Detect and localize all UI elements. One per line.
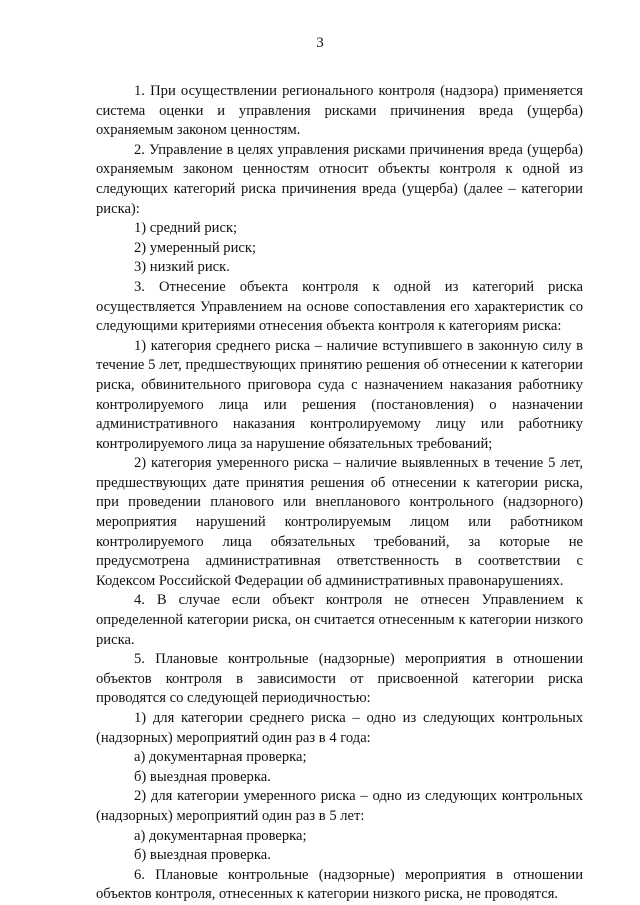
sub-item-field-check: б) выездная проверка.	[134, 847, 271, 864]
sub-item-documentary-check: а) документарная проверка;	[134, 749, 307, 766]
list-item-low-risk: 3) низкий риск.	[134, 259, 230, 276]
paragraph-4: 4. В случае если объект контроля не отнесен Управлением к определенной категории риска, он считается отнесенным к категории низкого риска.	[96, 592, 583, 648]
periodicity-moderate-risk: 2) для категории умеренного риска – одно из следующих контрольных (надзорных) мероприятий один раз в 5 лет:	[96, 788, 583, 824]
list-item-moderate-risk: 2) умеренный риск;	[134, 239, 257, 256]
page-number: 3	[316, 35, 324, 51]
sub-item-documentary-check: а) документарная проверка;	[134, 827, 307, 844]
criterion-medium-risk: 1) категория среднего риска – наличие вступившего в законную силу в течение 5 лет, предшествующих принятию решения об отнесении к категории риска, обвинительного приговора суда с назначением наказания работнику контролируемого лица или решения (постановления) о назначении административного наказания контролируемому лицу или работнику контролируемого лица за нарушение обязательных требований;	[96, 337, 583, 452]
paragraph-5: 5. Плановые контрольные (надзорные) мероприятия в отношении объектов контроля в зависимости от присвоенной категории риска проводятся со следующей периодичностью:	[96, 651, 583, 707]
paragraph-6: 6. Плановые контрольные (надзорные) мероприятия в отношении объектов контроля, отнесенных к категории низкого риска, не проводятся.	[96, 866, 583, 903]
sub-item-field-check: б) выездная проверка.	[134, 768, 271, 785]
document-body	[96, 82, 583, 905]
criterion-moderate-risk: 2) категория умеренного риска – наличие выявленных в течение 5 лет, предшествующих дате принятия решения об отнесении к категории риска, при проведении планового или внепланового контрольного (надзорного) мероприятия нарушений контролируемым лицом или работником контролируемого лица обязательных требований, за которые не предусмотрена административная ответственность в соответствии с Кодексом Российской Федерации об административных правонарушениях.	[96, 455, 583, 589]
list-item-medium-risk: 1) средний риск;	[134, 220, 238, 237]
paragraph-3: 3. Отнесение объекта контроля к одной из категорий риска осуществляется Управлением на основе сопоставления его характеристик со следующими критериями отнесения объекта контроля к категориям риска:	[96, 278, 583, 335]
periodicity-medium-risk: 1) для категории среднего риска – одно из следующих контрольных (надзорных) мероприятий один раз в 4 года:	[96, 710, 583, 746]
paragraph-1: 1. При осуществлении регионального контроля (надзора) применяется система оценки и управления рисками причинения вреда (ущерба) охраняемым законом ценностям.	[96, 83, 583, 139]
paragraph-2: 2. Управление в целях управления рисками причинения вреда (ущерба) охраняемым законом ценностям относит объекты контроля к одной из следующих категорий риска причинения вреда (ущерба) (далее – категории риска):	[96, 141, 583, 217]
